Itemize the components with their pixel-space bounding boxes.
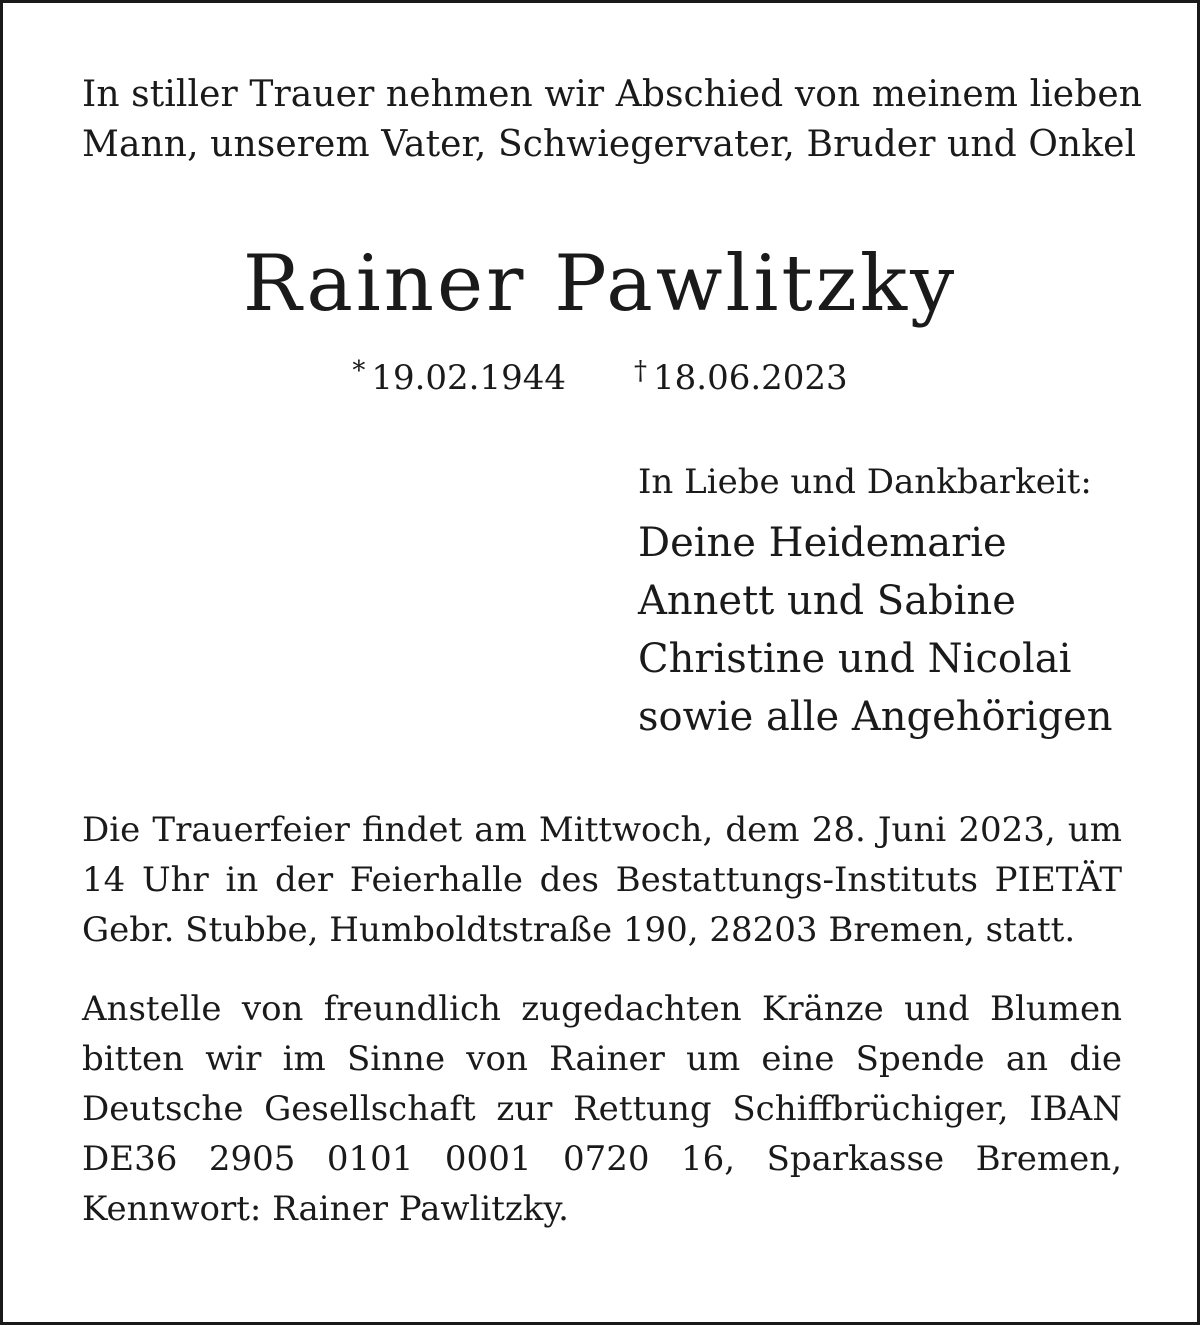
death-symbol: † — [634, 356, 647, 386]
intro-line: In stiller Trauer nehmen wir Abschied von meinem lieben — [82, 74, 1143, 115]
family-name: Deine Heidemarie — [638, 520, 1007, 566]
intro-text — [82, 70, 1143, 170]
family-name: Annett und Sabine — [638, 578, 1016, 624]
birth-date: 19.02.1944 — [371, 358, 566, 398]
family-intro: In Liebe und Dankbarkeit: — [638, 462, 1092, 502]
intro-line: Mann, unserem Vater, Schwiegervater, Bruder und Onkel — [82, 124, 1137, 165]
donation-text: Anstelle von freundlich zugedachten Kränze und Blumen bitten wir im Sinne von Rainer um eine Spende an die Deutsche Gesellschaft zur Rettung Schiffbrüchiger, IBAN DE36 2905 0101 0001 0720 16, Sparkasse Bremen, Kennwort: Rainer Pawlitzky. — [82, 989, 1122, 1229]
family-names — [638, 514, 1138, 746]
death-date: 18.06.2023 — [653, 358, 848, 398]
family-name: Christine und Nicolai — [638, 636, 1072, 682]
ceremony-text: Die Trauerfeier findet am Mittwoch, dem 28. Juni 2023, um 14 Uhr in der Feierhalle des Bestattungs-Instituts PIETÄT Gebr. Stubbe, Humboldtstraße 190, 28203 Bremen, statt. — [82, 810, 1122, 950]
life-dates — [0, 349, 1200, 400]
birth-symbol: * — [352, 356, 366, 386]
family-block — [638, 456, 1138, 746]
deceased-name: Rainer Pawlitzky — [242, 239, 958, 329]
family-name: sowie alle Angehörigen — [638, 694, 1113, 740]
